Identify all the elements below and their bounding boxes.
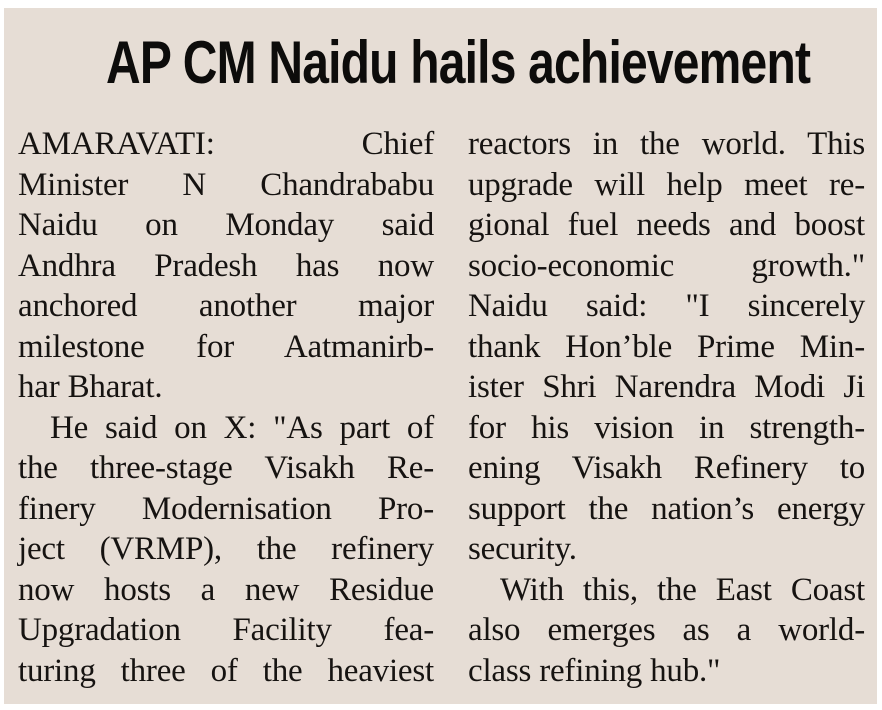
text-line: now hosts a new Residue xyxy=(18,571,434,608)
text-line: AMARAVATI: Chief xyxy=(18,126,434,162)
column-gap xyxy=(434,124,468,691)
text-line: support the nation’s energy xyxy=(468,490,865,527)
text-line: also emerges as a world- xyxy=(468,612,865,648)
text-line: upgrade will help meet re- xyxy=(468,166,865,203)
text-line: Minister N Chandrababu xyxy=(18,166,434,203)
article-headline-text: AP CM Naidu hails achievement xyxy=(106,29,811,96)
text-line: Andhra Pradesh has now xyxy=(18,247,434,284)
text-line: With this, the East Coast xyxy=(500,571,865,608)
article-headline xyxy=(18,30,865,98)
text-line: thank Hon’ble Prime Min- xyxy=(468,328,865,365)
article-body xyxy=(18,124,865,691)
text-line: for his vision in strength- xyxy=(468,409,865,446)
text-line: class refining hub." xyxy=(468,652,721,689)
text-line: He said on X: "As part of xyxy=(50,409,434,446)
text-line: the three-stage Visakh Re- xyxy=(18,450,434,486)
text-line: har Bharat. xyxy=(18,369,163,405)
text-line: gional fuel needs and boost xyxy=(468,207,865,243)
text-line: anchored another major xyxy=(18,288,434,324)
article-column-right xyxy=(468,124,865,691)
text-line: ject (VRMP), the refinery xyxy=(18,531,434,567)
text-line: Naidu on Monday said xyxy=(18,207,434,243)
text-line: ening Visakh Refinery to xyxy=(468,450,865,486)
newspaper-clipping xyxy=(4,8,877,704)
text-line: milestone for Aatmanirb- xyxy=(18,328,434,365)
text-line: turing three of the heaviest xyxy=(18,652,434,689)
text-line: ister Shri Narendra Modi Ji xyxy=(468,369,865,405)
article-column-left xyxy=(18,124,434,691)
text-line: Naidu said: "I sincerely xyxy=(468,288,865,324)
text-line: security. xyxy=(468,531,577,567)
text-line: reactors in the world. This xyxy=(468,126,865,162)
text-line: Upgradation Facility fea- xyxy=(18,612,434,648)
text-line: finery Modernisation Pro- xyxy=(18,490,434,527)
text-line: socio-economic growth." xyxy=(468,247,865,284)
